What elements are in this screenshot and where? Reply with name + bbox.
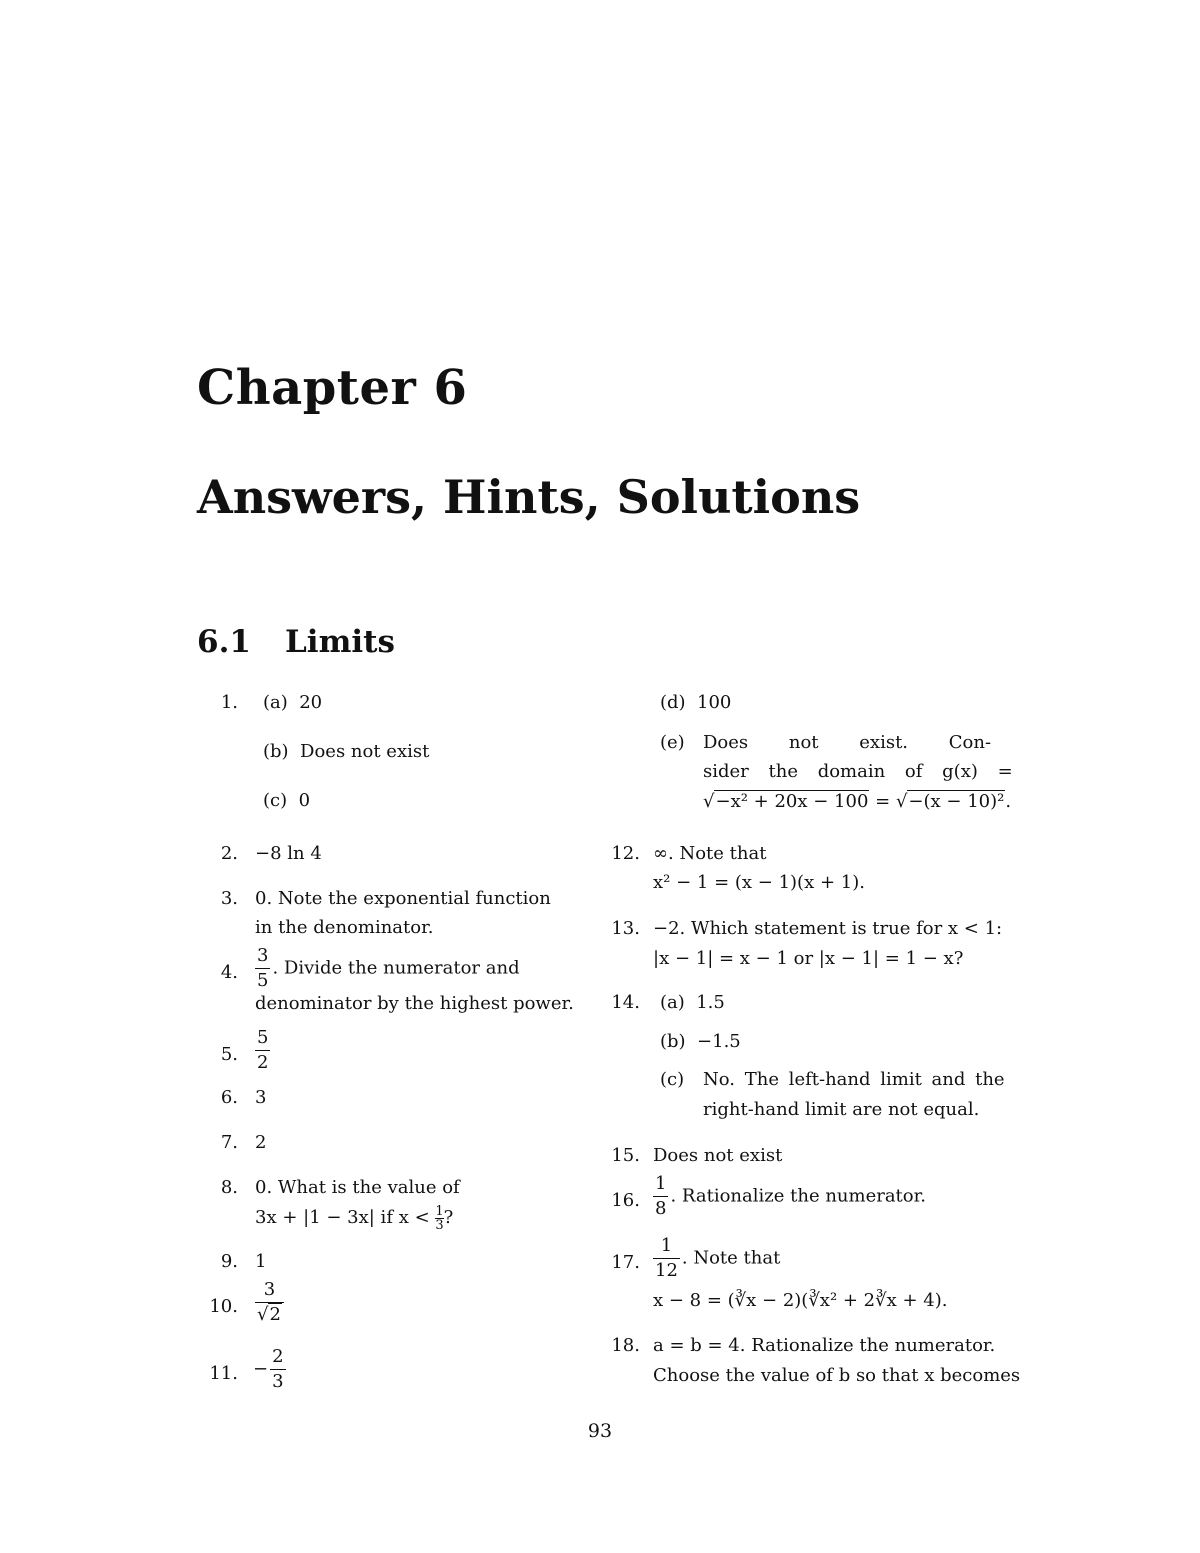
item-label: (b) xyxy=(660,1031,686,1052)
answer-text: Does not exist xyxy=(653,1145,783,1166)
answer-expression xyxy=(255,1203,453,1232)
answer-text: 2 xyxy=(255,1132,267,1153)
equals: = xyxy=(869,791,896,812)
answer-line xyxy=(253,944,520,993)
page-number: 93 xyxy=(587,1420,613,1442)
denominator: 3 xyxy=(435,1217,444,1233)
answer-text: Does not exist. Con- xyxy=(703,732,992,753)
answer-text: 1 xyxy=(255,1251,267,1272)
item-label: (c) xyxy=(263,790,288,811)
radicand: 2 xyxy=(269,1304,281,1325)
answer-number: 4. xyxy=(220,962,238,983)
denominator: √2 xyxy=(255,1302,284,1327)
answer-text: in the denominator. xyxy=(255,917,434,938)
answer-text: . Divide the numerator and xyxy=(272,957,520,979)
item-value: 100 xyxy=(697,692,732,713)
answer-number: 9. xyxy=(220,1251,238,1272)
answer-1e xyxy=(660,728,1013,812)
item-value: 20 xyxy=(299,692,323,713)
item-label: (c) xyxy=(660,1069,685,1090)
denominator: 12 xyxy=(655,1260,678,1281)
numerator: 1 xyxy=(660,1235,673,1256)
numerator: 2 xyxy=(272,1346,284,1367)
chapter-label: Chapter 6 xyxy=(197,360,468,416)
section-title: Limits xyxy=(285,624,395,660)
answer-number: 3. xyxy=(220,888,238,909)
item-label: (a) xyxy=(263,692,288,713)
denominator: 3 xyxy=(272,1371,284,1392)
item-value: Does not exist xyxy=(300,741,430,762)
expression-text: 3x + |1 − 3x| if x < xyxy=(255,1207,436,1228)
item-label: (e) xyxy=(660,732,685,753)
answer-number: 7. xyxy=(220,1132,238,1153)
denominator: 5 xyxy=(257,970,269,991)
section-number: 6.1 xyxy=(197,624,251,660)
answer-text: −8 ln 4 xyxy=(255,843,322,864)
denominator: 2 xyxy=(257,1052,269,1073)
answer-1c xyxy=(263,786,310,815)
numerator: 3 xyxy=(263,1279,276,1300)
denominator: 8 xyxy=(655,1198,667,1219)
answer-number: 18. xyxy=(611,1335,640,1356)
answer-text: −2. Which statement is true for x < 1: xyxy=(653,918,1003,939)
answer-text: denominator by the highest power. xyxy=(255,993,574,1014)
answer-text: Choose the value of b so that x becomes xyxy=(653,1365,1021,1386)
answer-14a xyxy=(660,988,725,1017)
answer-number: 12. xyxy=(611,843,640,864)
item-label: (d) xyxy=(660,692,686,713)
answer-number: 16. xyxy=(611,1190,640,1211)
answer-text: No. The left-hand limit and the xyxy=(703,1069,1005,1090)
answer-14b xyxy=(660,1027,741,1056)
fraction xyxy=(255,944,270,993)
numerator: 1 xyxy=(435,1203,444,1219)
fraction xyxy=(255,1026,270,1075)
answer-text: |x − 1| = x − 1 or |x − 1| = 1 − x? xyxy=(653,948,964,969)
item-value: 0 xyxy=(298,790,311,811)
answer-text: 0. What is the value of xyxy=(255,1177,460,1198)
answer-number: 11. xyxy=(209,1363,238,1384)
fraction xyxy=(270,1345,285,1394)
answer-number: 1. xyxy=(220,692,238,713)
answer-text: . Rationalize the numerator. xyxy=(670,1185,926,1207)
answer-number: 2. xyxy=(220,843,238,864)
fraction xyxy=(255,1278,284,1327)
answer-text: ∞. Note that xyxy=(653,843,767,864)
answer-1d xyxy=(660,688,731,717)
numerator: 1 xyxy=(655,1173,667,1194)
answer-text: sider the domain of g(x) = xyxy=(703,761,1013,782)
answer-expression: √−x² + 20x − 100 = √−(x − 10)². xyxy=(703,791,1012,812)
answer-text: right-hand limit are not equal. xyxy=(703,1099,980,1120)
fraction xyxy=(653,1234,680,1283)
answer-number: 13. xyxy=(611,918,640,939)
item-label: (a) xyxy=(660,992,685,1013)
answer-number: 8. xyxy=(220,1177,238,1198)
numerator: 5 xyxy=(257,1027,269,1048)
small-fraction xyxy=(435,1205,443,1232)
radicand: −x² + 20x − 100 xyxy=(715,791,869,812)
answer-1b xyxy=(263,737,429,766)
chapter-title: Answers, Hints, Solutions xyxy=(197,470,861,524)
item-value: 1.5 xyxy=(696,992,725,1013)
item-value: −1.5 xyxy=(697,1031,741,1052)
answer-text: 0. Note the exponential function xyxy=(255,888,551,909)
answer-number: 6. xyxy=(220,1087,238,1108)
numerator: 3 xyxy=(257,945,269,966)
sign: − xyxy=(253,1358,269,1380)
answer-number: 17. xyxy=(611,1252,640,1273)
fraction xyxy=(653,1172,668,1221)
answer-text: 3 xyxy=(255,1087,267,1108)
section-heading xyxy=(197,624,395,660)
answer-number: 15. xyxy=(611,1145,640,1166)
answer-number: 5. xyxy=(220,1044,238,1065)
answer-expression: x − 8 = (∛x − 2)(∛x² + 2∛x + 4). xyxy=(653,1290,948,1311)
answer-text: . Note that xyxy=(681,1247,781,1269)
answer-number: 10. xyxy=(209,1296,238,1317)
period: . xyxy=(1005,791,1012,812)
answer-1a xyxy=(263,688,322,717)
item-label: (b) xyxy=(263,741,289,762)
answer-number: 14. xyxy=(611,992,640,1013)
radicand: −(x − 10)² xyxy=(908,791,1005,812)
expression-tail: ? xyxy=(443,1207,454,1228)
answer-text: x² − 1 = (x − 1)(x + 1). xyxy=(653,872,865,893)
answer-text: a = b = 4. Rationalize the numerator. xyxy=(653,1335,996,1356)
